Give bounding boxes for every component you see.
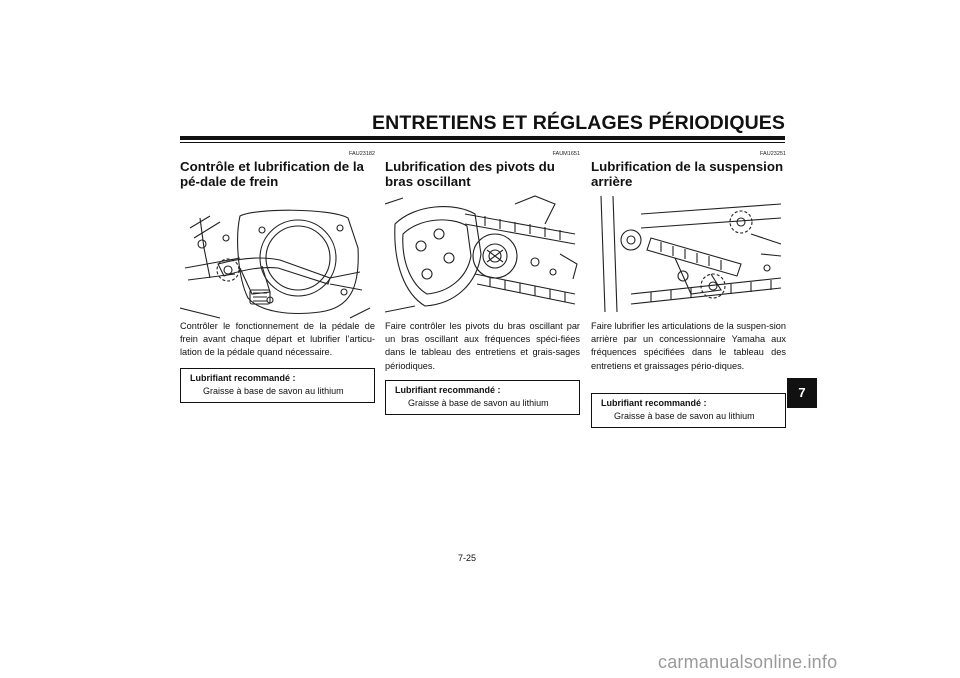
lubricant-box [591,393,786,428]
rear-suspension-illustration [591,194,786,316]
lubricant-box [385,380,580,415]
lubricant-box [180,368,375,403]
header-rule-thick [180,136,785,140]
chapter-number: 7 [798,385,806,400]
section-code: FAU23251 [760,151,786,157]
lubricant-value: Graisse à base de savon au lithium [203,386,344,396]
lubricant-label: Lubrifiant recommandé : [395,385,501,395]
swingarm-pivot-illustration [385,194,580,316]
section-rear-suspension [591,150,786,421]
lubricant-value: Graisse à base de savon au lithium [408,398,549,408]
section-brake-pedal [180,150,375,396]
section-body: Faire contrôler les pivots du bras oscillant par un bras oscillant aux fréquences spéci-fiées dans le tableau des entretiens et grais-sages périodiques. [385,321,580,371]
page-title: ENTRETIENS ET RÉGLAGES PÉRIODIQUES [372,112,785,134]
chapter-tab [787,378,817,408]
header-rule-thin [180,142,785,143]
section-code: FAU23182 [349,151,375,157]
section-code: FAUM1651 [552,151,580,157]
section-body: Contrôler le fonctionnement de la pédale de frein avant chaque départ et lubrifier l’articu-lation de la pédale quand nécessaire. [180,321,375,358]
section-title: Contrôle et lubrification de la pé-dale de frein [180,159,364,189]
page-number: 7-25 [458,553,477,563]
section-title: Lubrification des pivots du bras oscillant [385,159,555,189]
watermark: carmanualsonline.info [658,652,838,672]
brake-pedal-illustration [180,208,375,330]
lubricant-label: Lubrifiant recommandé : [190,373,296,383]
section-swingarm-pivots [385,150,580,408]
lubricant-label: Lubrifiant recommandé : [601,398,707,408]
section-body: Faire lubrifier les articulations de la suspen-sion arrière par un concessionnaire Yamaha aux fréquences spécifiées dans le tableau des entretiens et graissages pério-diques. [591,321,786,371]
lubricant-value: Graisse à base de savon au lithium [614,411,755,421]
section-title: Lubrification de la suspension arrière [591,159,784,189]
